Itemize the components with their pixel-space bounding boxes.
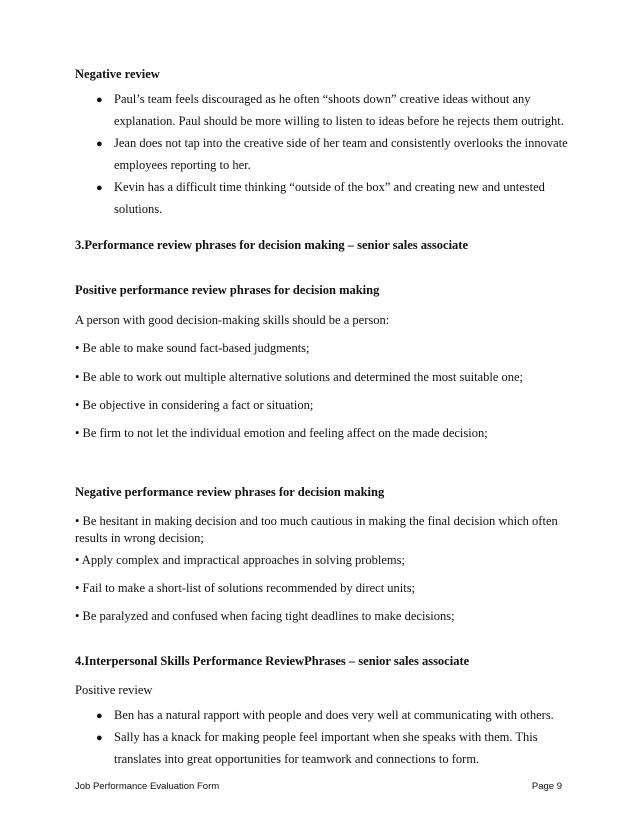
negative-decision-item-2: • Apply complex and impractical approaches in solving problems;: [75, 553, 405, 567]
negative-review-bullet-3: Kevin has a difficult time thinking “outside of the box” and creating new and untested solutions.: [114, 180, 545, 216]
positive-decision-item-4: • Be firm to not let the individual emotion and feeling affect on the made decision;: [75, 426, 488, 440]
bullet-icon: ●: [96, 710, 103, 722]
positive-review-label: Positive review: [75, 683, 153, 697]
bullet-icon: ●: [96, 138, 103, 150]
section-4-heading: 4.Interpersonal Skills Performance ReviewPhrases – senior sales associate: [75, 654, 470, 668]
negative-review-heading: Negative review: [75, 67, 160, 81]
interpersonal-bullet-2: Sally has a knack for making people feel important when she speaks with them. This translates into great opportunities for teamwork and connections to form.: [114, 730, 538, 766]
negative-review-bullet-2: Jean does not tap into the creative side of her team and consistently overlooks the innovate employees reporting to her.: [114, 136, 568, 172]
positive-decision-item-1: • Be able to make sound fact-based judgments;: [75, 341, 310, 355]
bullet-icon: ●: [96, 182, 103, 194]
negative-decision-item-3: • Fail to make a short-list of solutions recommended by direct units;: [75, 581, 416, 595]
positive-decision-item-3: • Be objective in considering a fact or situation;: [75, 398, 314, 412]
bullet-icon: ●: [96, 94, 103, 106]
negative-decision-heading: Negative performance review phrases for decision making: [75, 485, 385, 499]
section-3-heading: 3.Performance review phrases for decision making – senior sales associate: [75, 238, 469, 252]
footer-title: Job Performance Evaluation Form: [75, 781, 220, 792]
positive-decision-item-2: • Be able to work out multiple alternative solutions and determined the most suitable one;: [75, 370, 524, 384]
positive-decision-heading: Positive performance review phrases for decision making: [75, 283, 380, 297]
decision-intro: A person with good decision-making skills should be a person:: [75, 313, 390, 327]
page-number: Page 9: [531, 781, 562, 792]
bullet-icon: ●: [96, 732, 103, 744]
negative-decision-item-1: • Be hesitant in making decision and too much cautious in making the final decision which often results in wrong decision;: [75, 514, 558, 545]
interpersonal-bullet-1: Ben has a natural rapport with people and does very well at communicating with others.: [114, 708, 554, 722]
negative-decision-item-4: • Be paralyzed and confused when facing tight deadlines to make decisions;: [75, 609, 455, 623]
negative-review-bullet-1: Paul’s team feels discouraged as he often “shoots down” creative ideas without any explanation. Paul should be more willing to listen to ideas before he rejects them outright.: [114, 92, 564, 128]
